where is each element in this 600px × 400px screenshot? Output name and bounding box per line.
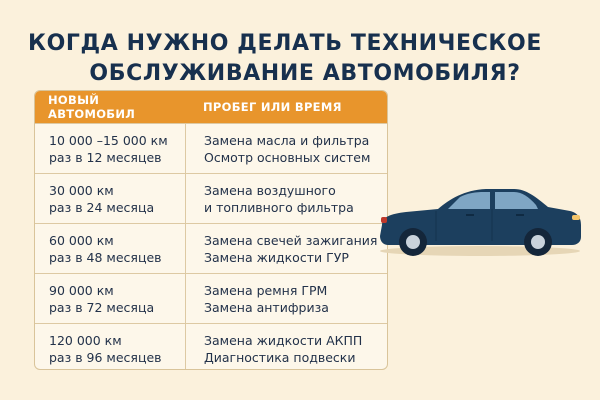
tasks-cell: [185, 124, 387, 173]
page-title-line-1: КОГДА НУЖНО ДЕЛАТЬ ТЕХНИЧЕСКОЕ: [28, 30, 542, 56]
period-text: раз в 96 месяцев: [49, 349, 162, 365]
period-text: раз в 48 месяцев: [49, 249, 162, 265]
period-text: раз в 72 месяца: [49, 299, 155, 315]
task-text: Замена жидкости АКПП: [204, 332, 363, 348]
mileage-text: 120 000 км: [49, 332, 122, 348]
table-row: [35, 223, 387, 273]
mileage-text: 60 000 км: [49, 232, 114, 248]
task-text: Замена ремня ГРМ: [204, 282, 328, 298]
table-row: [35, 173, 387, 223]
mileage-text: 10 000 –15 000 км: [49, 132, 168, 148]
interval-cell: [35, 132, 185, 166]
task-text: Замена масла и фильтра: [204, 132, 370, 148]
table-row: [35, 323, 387, 370]
interval-cell: [35, 332, 185, 366]
period-text: раз в 24 месяца: [49, 199, 155, 215]
page-title: [0, 29, 600, 89]
table-header: [35, 91, 387, 123]
tasks-cell: [185, 224, 387, 273]
tasks-cell: [185, 324, 387, 370]
period-text: раз в 12 месяцев: [49, 149, 162, 165]
car-window-rear: [495, 192, 538, 209]
interval-cell: [35, 282, 185, 316]
car-hubcap-rear: [406, 235, 420, 249]
task-text: Замена воздушного: [204, 182, 336, 198]
car-pillar: [491, 192, 495, 209]
column-header-new-car: НОВЫЙ АВТОМОБИЛ: [48, 93, 136, 121]
mileage-text: 90 000 км: [49, 282, 114, 298]
task-text: и топливного фильтра: [204, 199, 354, 215]
car-illustration: [376, 185, 586, 260]
task-text: Диагностика подвески: [204, 349, 356, 365]
task-text: Осмотр основных систем: [204, 149, 371, 165]
mileage-text: 30 000 км: [49, 182, 114, 198]
car-taillight: [381, 217, 387, 223]
interval-cell: [35, 182, 185, 216]
page-title-line-2: ОБСЛУЖИВАНИЕ АВТОМОБИЛЯ?: [89, 60, 521, 86]
tasks-cell: [185, 274, 387, 323]
car-hubcap-front: [531, 235, 545, 249]
column-header-mileage-or-time: ПРОБЕГ ИЛИ ВРЕМЯ: [203, 100, 342, 114]
table-row: [35, 123, 387, 173]
task-text: Замена свечей зажигания: [204, 232, 378, 248]
task-text: Замена жидкости ГУР: [204, 249, 349, 265]
tasks-cell: [185, 174, 387, 223]
car-headlight: [572, 215, 580, 220]
table-row: [35, 273, 387, 323]
task-text: Замена антифриза: [204, 299, 329, 315]
maintenance-table: [34, 90, 388, 370]
interval-cell: [35, 232, 185, 266]
